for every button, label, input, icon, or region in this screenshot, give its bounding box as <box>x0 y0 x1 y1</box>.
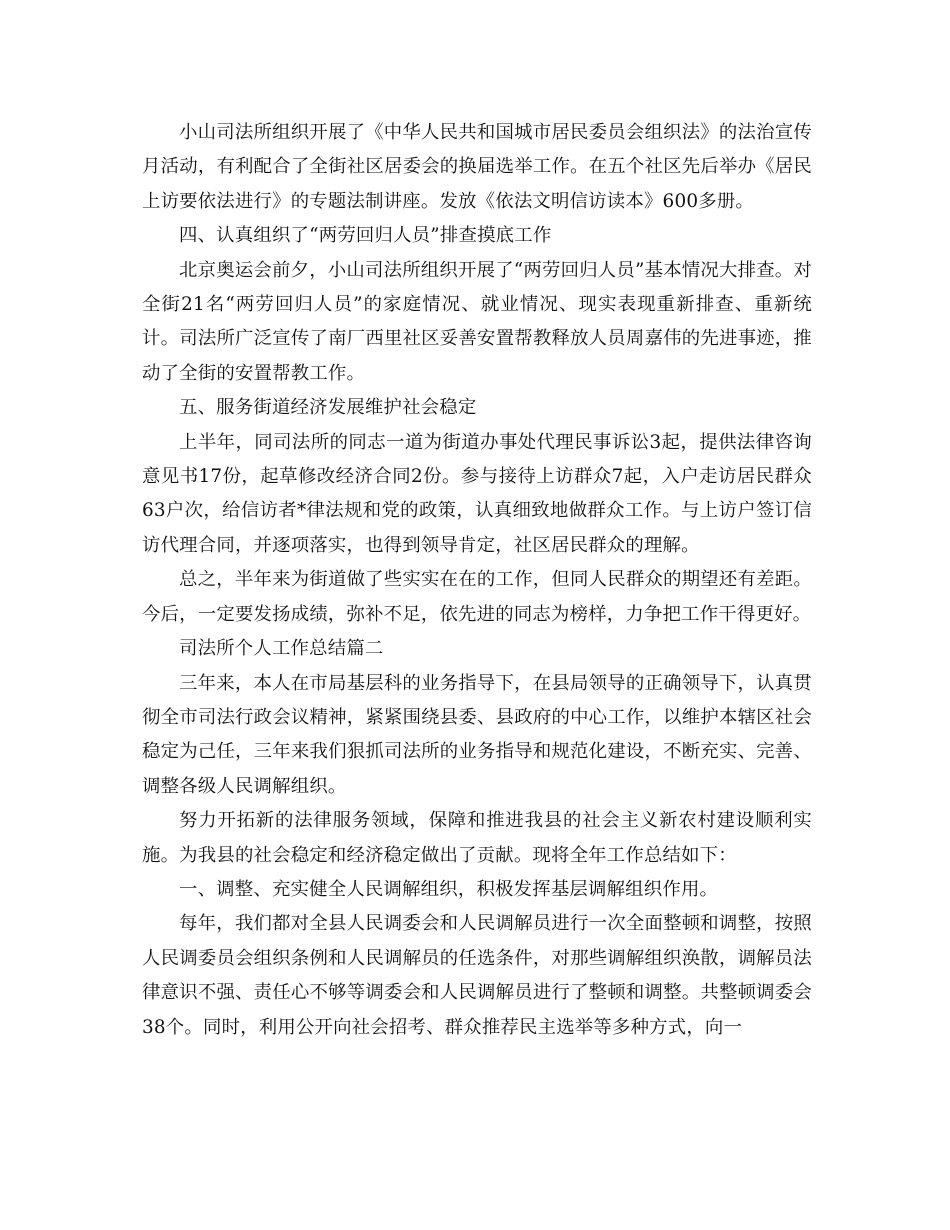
paragraph-5: 努力开拓新的法律服务领域，保障和推进我县的社会主义新农村建设顺利实施。为我县的社会稳定和经济稳定做出了贡献。现将全年工作总结如下： <box>142 810 812 866</box>
paragraph-6: 每年，我们都对全县人民调委会和人民调解员进行一次全面整顿和调整，按照人民调委员会组织条例和人民调解员的任选条件，对那些调解组织涣散，调解员法律意识不强、责任心不够等调委会和人民调解员进行了整顿和调整。共整顿调委会38个。同时，利用公开向社会招考、群众推荐民主选举等多种方式，向一 <box>142 913 812 1038</box>
paragraph-conclusion: 总之，半年来为街道做了些实实在在的工作，但同人民群众的期望还有差距。今后，一定要发扬成绩，弥补不足，依先进的同志为榜样，力争把工作干得更好。 <box>142 569 812 625</box>
article-title-part-2: 司法所个人工作总结篇二 <box>179 638 384 660</box>
section-heading-5: 五、服务街道经济发展维护社会稳定 <box>179 397 477 419</box>
paragraph-3: 上半年，同司法所的同志一道为街道办事处代理民事诉讼3起，提供法律咨询意见书17份，起草修改经济合同2份。参与接待上访群众7起，入户走访居民群众63户次，给信访者*律法规和党的政策，认真细致地做群众工作。与上访户签订信访代理合同，并逐项落实，也得到领导肯定，社区居民群众的理解。 <box>142 431 812 556</box>
paragraph-1: 小山司法所组织开展了《中华人民共和国城市居民委员会组织法》的法治宣传月活动，有利配合了全街社区居委会的换届选举工作。在五个社区先后举办《居民上访要依法进行》的专题法制讲座。发放《依法文明信访读本》600多册。 <box>142 122 812 212</box>
document-body <box>142 116 812 1045</box>
section-heading-1: 一、调整、充实健全人民调解组织，积极发挥基层调解组织作用。 <box>179 878 719 900</box>
section-heading-4: 四、认真组织了“两劳回归人员”排查摸底工作 <box>179 225 552 247</box>
paragraph-2: 北京奥运会前夕，小山司法所组织开展了“两劳回归人员”基本情况大排查。对全街21名“两劳回归人员”的家庭情况、就业情况、现实表现重新排查、重新统计。司法所广泛宣传了南厂西里社区妥善安置帮教释放人员周嘉伟的先进事迹，推动了全街的安置帮教工作。 <box>142 259 812 384</box>
paragraph-4: 三年来，本人在市局基层科的业务指导下，在县局领导的正确领导下，认真贯彻全市司法行政会议精神，紧紧围绕县委、县政府的中心工作，以维护本辖区社会稳定为己任，三年来我们狠抓司法所的业务指导和规范化建设，不断充实、完善、调整各级人民调解组织。 <box>142 672 812 797</box>
